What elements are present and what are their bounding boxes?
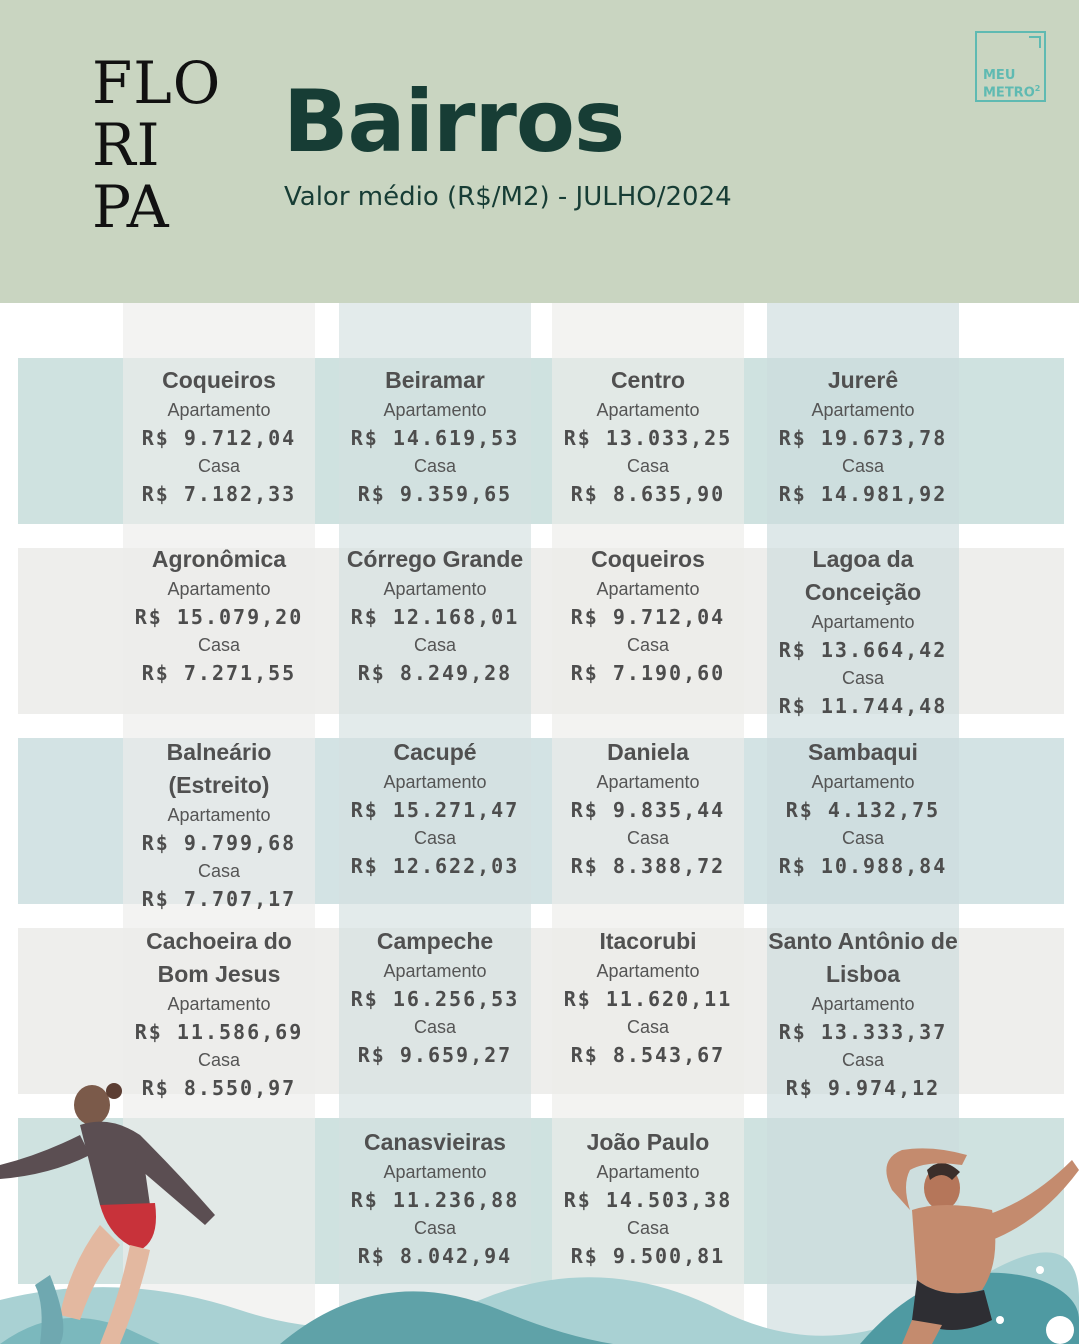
apartment-price: R$ 4.132,75: [785, 798, 941, 822]
logo-corner-mark: [1029, 36, 1041, 48]
female-surfer-illustration: [0, 1075, 230, 1344]
neighborhood-cell: [123, 543, 315, 688]
house-price: R$ 7.271,55: [141, 661, 297, 685]
meu-metro-logo: MEU METRO$^2$: [975, 31, 1046, 102]
header: [0, 0, 1079, 303]
apartment-label: Apartamento: [811, 772, 915, 792]
neighborhood-name: Córrego Grande: [346, 546, 524, 572]
house-label: Casa: [413, 456, 457, 476]
house-label: Casa: [413, 1017, 457, 1037]
house-price: R$ 8.388,72: [570, 854, 726, 878]
apartment-price: R$ 13.333,37: [778, 1020, 948, 1044]
neighborhood-cell: [767, 364, 959, 509]
neighborhood-name: Jurerê: [827, 367, 899, 393]
apartment-label: Apartamento: [383, 1162, 487, 1182]
apartment-price: R$ 14.503,38: [563, 1188, 733, 1212]
apartment-label: Apartamento: [383, 579, 487, 599]
apartment-price: R$ 9.799,68: [141, 831, 297, 855]
neighborhood-name: Balneário (Estreito): [166, 739, 272, 798]
neighborhood-name: Canasvieiras: [364, 1129, 506, 1155]
house-price: R$ 8.249,28: [357, 661, 513, 685]
house-price: R$ 9.359,65: [357, 482, 513, 506]
page-subtitle: Valor médio (R$/M2) - JULHO/2024: [284, 182, 732, 212]
apartment-label: Apartamento: [383, 400, 487, 420]
house-price: R$ 9.500,81: [570, 1244, 726, 1268]
apartment-label: Apartamento: [596, 1162, 700, 1182]
apartment-price: R$ 13.664,42: [778, 638, 948, 662]
neighborhood-name: Campeche: [376, 928, 494, 954]
apartment-label: Apartamento: [167, 400, 271, 420]
apartment-label: Apartamento: [167, 994, 271, 1014]
apartment-label: Apartamento: [383, 772, 487, 792]
house-label: Casa: [841, 668, 885, 688]
neighborhood-name: Sambaqui: [808, 739, 918, 765]
neighborhood-name: Daniela: [607, 739, 689, 765]
apartment-label: Apartamento: [596, 579, 700, 599]
apartment-price: R$ 9.712,04: [570, 605, 726, 629]
neighborhood-name: Lagoa da Conceição: [804, 546, 922, 605]
neighborhood-name: Beiramar: [385, 367, 485, 393]
neighborhood-cell: [552, 925, 744, 1070]
neighborhood-cell: [767, 543, 959, 721]
house-price: R$ 8.042,94: [357, 1244, 513, 1268]
house-price: R$ 8.543,67: [570, 1043, 726, 1067]
apartment-price: R$ 19.673,78: [778, 426, 948, 450]
neighborhood-name: Coqueiros: [591, 546, 705, 572]
house-price: R$ 9.659,27: [357, 1043, 513, 1067]
house-price: R$ 11.744,48: [778, 694, 948, 718]
apartment-label: Apartamento: [167, 805, 271, 825]
house-price: R$ 12.622,03: [350, 854, 520, 878]
house-label: Casa: [841, 1050, 885, 1070]
house-label: Casa: [841, 828, 885, 848]
apartment-label: Apartamento: [596, 961, 700, 981]
apartment-label: Apartamento: [383, 961, 487, 981]
house-label: Casa: [197, 1050, 241, 1070]
apartment-price: R$ 12.168,01: [350, 605, 520, 629]
house-label: Casa: [626, 456, 670, 476]
apartment-label: Apartamento: [596, 400, 700, 420]
neighborhood-cell: [123, 736, 315, 914]
apartment-price: R$ 14.619,53: [350, 426, 520, 450]
apartment-price: R$ 11.236,88: [350, 1188, 520, 1212]
neighborhood-cell: [339, 925, 531, 1070]
neighborhood-cell: [552, 364, 744, 509]
apartment-label: Apartamento: [167, 579, 271, 599]
neighborhood-cell: [552, 736, 744, 881]
neighborhood-cell: [339, 543, 531, 688]
apartment-label: Apartamento: [811, 400, 915, 420]
neighborhood-cell: [123, 364, 315, 509]
neighborhood-cell: [552, 1126, 744, 1271]
house-price: R$ 7.182,33: [141, 482, 297, 506]
apartment-price: R$ 9.712,04: [141, 426, 297, 450]
house-label: Casa: [626, 1218, 670, 1238]
neighborhood-name: Coqueiros: [162, 367, 276, 393]
neighborhood-cell: [767, 925, 959, 1103]
neighborhood-cell: [767, 736, 959, 881]
apartment-label: Apartamento: [811, 612, 915, 632]
neighborhood-cell: [552, 543, 744, 688]
neighborhood-cell: [339, 736, 531, 881]
apartment-price: R$ 9.835,44: [570, 798, 726, 822]
apartment-label: Apartamento: [596, 772, 700, 792]
apartment-price: R$ 16.256,53: [350, 987, 520, 1011]
house-label: Casa: [197, 456, 241, 476]
house-label: Casa: [197, 861, 241, 881]
neighborhood-name: Centro: [610, 367, 686, 393]
apartment-price: R$ 15.079,20: [134, 605, 304, 629]
apartment-label: Apartamento: [811, 994, 915, 1014]
page-title: Bairros: [283, 72, 625, 172]
neighborhood-name: João Paulo: [586, 1129, 710, 1155]
house-label: Casa: [197, 635, 241, 655]
neighborhood-name: Agronômica: [151, 546, 287, 572]
house-label: Casa: [413, 1218, 457, 1238]
neighborhood-cell: [339, 364, 531, 509]
apartment-price: R$ 11.620,11: [563, 987, 733, 1011]
floripa-logo: FLO RI PA: [92, 49, 222, 241]
house-price: R$ 10.988,84: [778, 854, 948, 878]
house-price: R$ 7.190,60: [570, 661, 726, 685]
neighborhood-name: Santo Antônio de Lisboa: [768, 928, 958, 987]
neighborhood-name: Itacorubi: [599, 928, 697, 954]
neighborhood-cell: [339, 1126, 531, 1271]
neighborhood-name: Cachoeira do Bom Jesus: [146, 928, 292, 987]
male-surfer-illustration: [872, 1140, 1079, 1344]
house-label: Casa: [413, 828, 457, 848]
apartment-price: R$ 15.271,47: [350, 798, 520, 822]
neighborhood-cell: [123, 925, 315, 1103]
house-price: R$ 9.974,12: [785, 1076, 941, 1100]
house-label: Casa: [626, 1017, 670, 1037]
house-label: Casa: [626, 828, 670, 848]
house-label: Casa: [841, 456, 885, 476]
apartment-price: R$ 13.033,25: [563, 426, 733, 450]
house-price: R$ 8.550,97: [141, 1076, 297, 1100]
neighborhood-name: Cacupé: [393, 739, 477, 765]
house-price: R$ 7.707,17: [141, 887, 297, 911]
house-price: R$ 8.635,90: [570, 482, 726, 506]
house-label: Casa: [626, 635, 670, 655]
apartment-price: R$ 11.586,69: [134, 1020, 304, 1044]
house-price: R$ 14.981,92: [778, 482, 948, 506]
house-label: Casa: [413, 635, 457, 655]
